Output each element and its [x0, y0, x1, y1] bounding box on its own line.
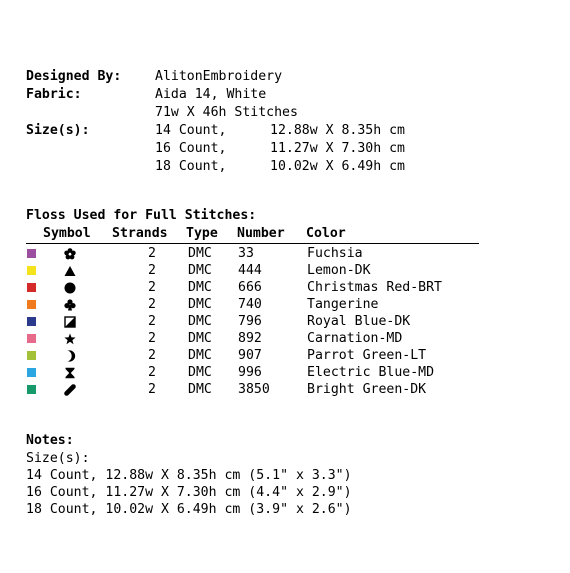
- number-cell: 444: [238, 263, 262, 278]
- designed-by-value: AlitonEmbroidery: [155, 69, 283, 84]
- type-cell: DMC: [188, 348, 212, 363]
- number-cell: 3850: [238, 382, 270, 397]
- notes-line: 14 Count, 12.88w X 8.35h cm (5.1" x 3.3"): [26, 468, 352, 483]
- header-type: Type: [186, 226, 218, 241]
- capsule-symbol-icon: [64, 384, 76, 396]
- header-strands: Strands: [112, 226, 168, 241]
- color-swatch: [27, 283, 36, 292]
- club-symbol-icon: [64, 299, 76, 311]
- color-name-cell: Bright Green-DK: [307, 382, 427, 397]
- header-symbol: Symbol: [43, 226, 91, 241]
- strands-cell: 2: [148, 246, 156, 261]
- size-dims: 12.88w X 8.35h cm: [270, 123, 405, 138]
- table-row: [0, 245, 570, 262]
- fabric-label: Fabric:: [26, 87, 82, 102]
- type-cell: DMC: [188, 280, 212, 295]
- strands-cell: 2: [148, 348, 156, 363]
- strands-cell: 2: [148, 365, 156, 380]
- notes-sizes-label: Size(s):: [26, 451, 90, 466]
- size-count: 18 Count,: [155, 159, 227, 174]
- type-cell: DMC: [188, 297, 212, 312]
- color-swatch: [27, 385, 36, 394]
- number-cell: 892: [238, 331, 262, 346]
- strands-cell: 2: [148, 314, 156, 329]
- floss-title: Floss Used for Full Stitches:: [26, 208, 257, 223]
- header-number: Number: [237, 226, 285, 241]
- size-dims: 11.27w X 7.30h cm: [270, 141, 405, 156]
- strands-cell: 2: [148, 280, 156, 295]
- color-name-cell: Tangerine: [307, 297, 379, 312]
- half-square-symbol-icon: [64, 316, 76, 328]
- color-swatch: [27, 368, 36, 377]
- color-name-cell: Electric Blue-MD: [307, 365, 435, 380]
- size-dims: 10.02w X 6.49h cm: [270, 159, 405, 174]
- color-name-cell: Parrot Green-LT: [307, 348, 427, 363]
- table-row: [0, 262, 570, 279]
- header-divider: [26, 243, 479, 244]
- table-row: [0, 347, 570, 364]
- number-cell: 33: [238, 246, 254, 261]
- table-row: [0, 330, 570, 347]
- notes-line: 18 Count, 10.02w X 6.49h cm (3.9" x 2.6"): [26, 502, 352, 517]
- color-swatch: [27, 351, 36, 360]
- number-cell: 796: [238, 314, 262, 329]
- hourglass-symbol-icon: [64, 367, 76, 379]
- crescent-symbol-icon: [64, 350, 76, 362]
- number-cell: 996: [238, 365, 262, 380]
- designed-by-label: Designed By:: [26, 69, 122, 84]
- notes-line: 16 Count, 11.27w X 7.30h cm (4.4" x 2.9"): [26, 485, 352, 500]
- size-count: 16 Count,: [155, 141, 227, 156]
- number-cell: 907: [238, 348, 262, 363]
- size-count: 14 Count,: [155, 123, 227, 138]
- color-name-cell: Carnation-MD: [307, 331, 403, 346]
- color-name-cell: Royal Blue-DK: [307, 314, 411, 329]
- header-color: Color: [306, 226, 346, 241]
- stitch-count: 71w X 46h Stitches: [155, 105, 298, 120]
- type-cell: DMC: [188, 314, 212, 329]
- color-name-cell: Christmas Red-BRT: [307, 280, 442, 295]
- strands-cell: 2: [148, 263, 156, 278]
- color-swatch: [27, 249, 36, 258]
- type-cell: DMC: [188, 365, 212, 380]
- color-swatch: [27, 300, 36, 309]
- type-cell: DMC: [188, 382, 212, 397]
- flower-symbol-icon: [64, 248, 76, 260]
- color-name-cell: Fuchsia: [307, 246, 363, 261]
- strands-cell: 2: [148, 297, 156, 312]
- table-row: [0, 313, 570, 330]
- sizes-label: Size(s):: [26, 123, 90, 138]
- color-swatch: [27, 334, 36, 343]
- type-cell: DMC: [188, 263, 212, 278]
- color-swatch: [27, 266, 36, 275]
- table-row: [0, 279, 570, 296]
- number-cell: 740: [238, 297, 262, 312]
- triangle-symbol-icon: [64, 265, 76, 277]
- number-cell: 666: [238, 280, 262, 295]
- fabric-value: Aida 14, White: [155, 87, 267, 102]
- circle-symbol-icon: [64, 282, 76, 294]
- type-cell: DMC: [188, 331, 212, 346]
- strands-cell: 2: [148, 331, 156, 346]
- type-cell: DMC: [188, 246, 212, 261]
- color-swatch: [27, 317, 36, 326]
- strands-cell: 2: [148, 382, 156, 397]
- table-row: [0, 364, 570, 381]
- table-row: [0, 296, 570, 313]
- color-name-cell: Lemon-DK: [307, 263, 371, 278]
- star-symbol-icon: [64, 333, 76, 345]
- table-row: [0, 381, 570, 398]
- notes-title: Notes:: [26, 433, 74, 448]
